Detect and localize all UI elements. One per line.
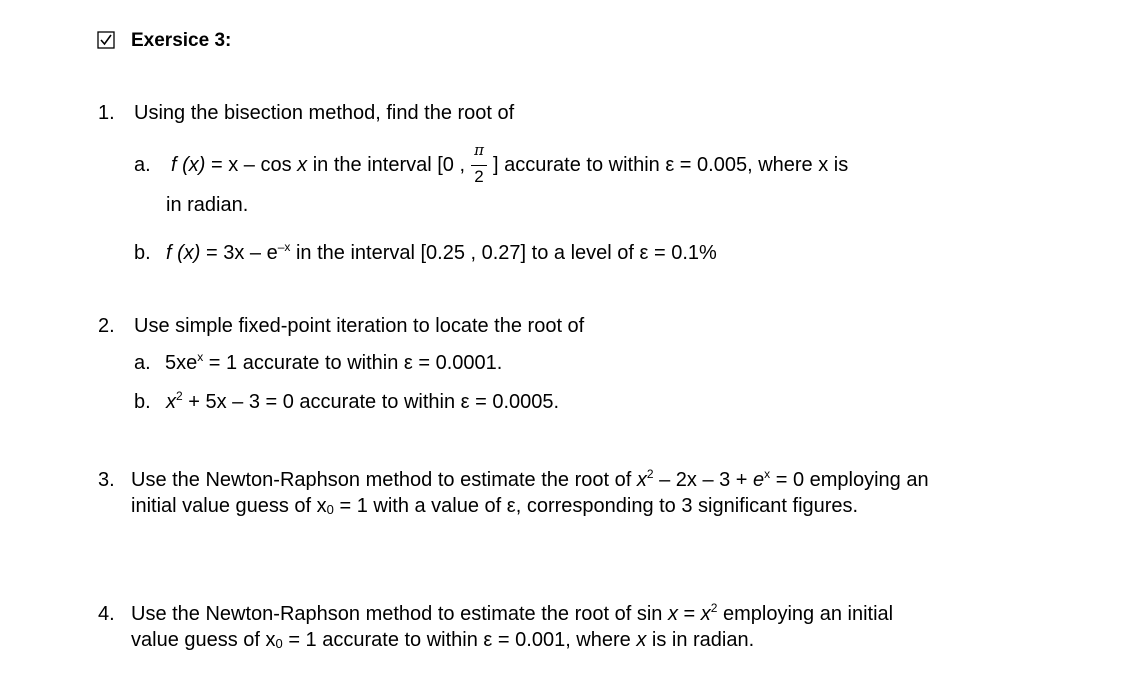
question-3-line-2: initial value guess of $x_0 = 1$ with a value of ε, corresponding to 3 significant figures. bbox=[131, 495, 859, 517]
question-1b-letter: b. bbox=[134, 242, 151, 264]
question-2-text: Use simple fixed-point iteration to locate the root of bbox=[134, 315, 585, 337]
question-4-number: 4. bbox=[98, 603, 115, 625]
exercise-title: Exersice 3: bbox=[131, 30, 232, 51]
pi-over-2-fraction: $\frac{\pi}{2}$ bbox=[470, 156, 488, 176]
question-1a-letter: a. bbox=[134, 154, 151, 176]
checked-box-icon bbox=[97, 31, 115, 49]
fraction-bar bbox=[471, 165, 487, 166]
question-2b-letter: b. bbox=[134, 391, 151, 413]
question-3-number: 3. bbox=[98, 469, 115, 491]
question-1-text: Using the bisection method, find the root of bbox=[134, 102, 515, 124]
question-3-line-1: Use the Newton-Raphson method to estimate the root of $x^2 - 2x - 3 + e^x = 0$ employing an bbox=[131, 467, 929, 491]
function-label: f (x) bbox=[171, 154, 206, 176]
question-2b-text: $x^2 + 5x - 3 = 0$ accurate to within ε = 0.0005. bbox=[166, 389, 560, 413]
question-2a-letter: a. bbox=[134, 352, 151, 374]
question-1b-text: f $(x) = 3x - e^{-x}$ in the interval [0.25 , 0.27] to a level of ε = 0.1% bbox=[166, 240, 717, 264]
function-label: f (x) bbox=[166, 242, 201, 264]
question-1-number: 1. bbox=[98, 102, 115, 124]
question-1a-text: f (x) = x – cos x in the interval [0 , $\frac{\pi}{2}$ ] accurate to within ε = 0.005, where x is bbox=[171, 140, 849, 186]
question-4-line-1: Use the Newton-Raphson method to estimate the root of $\sin x = x^2$ employing an initial bbox=[131, 601, 894, 625]
question-2-number: 2. bbox=[98, 315, 115, 337]
question-4-line-2: value guess of $x_0 = 1$ accurate to within ε = 0.001, where x is in radian. bbox=[131, 629, 755, 651]
question-2a-text: $5xe^x = 1$ accurate to within ε = 0.0001. bbox=[165, 350, 503, 374]
question-1a-continuation: in radian. bbox=[166, 194, 249, 216]
